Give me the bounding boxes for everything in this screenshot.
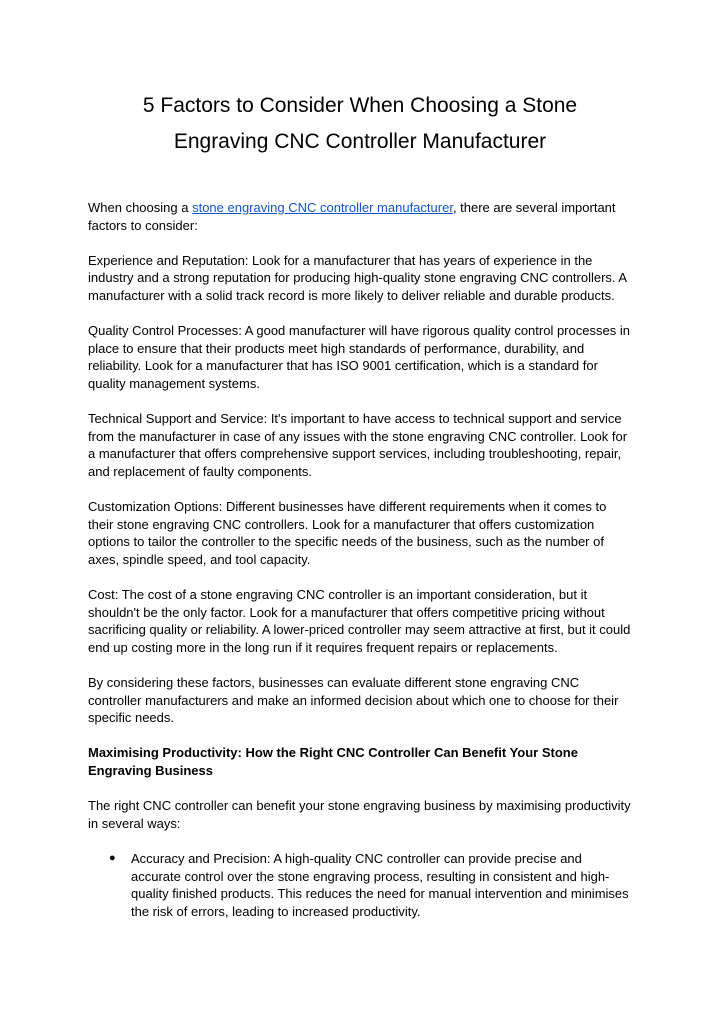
title-line-1: 5 Factors to Consider When Choosing a Stone bbox=[142, 94, 578, 117]
intro-text-after: , there are several important factors to consider: bbox=[88, 200, 616, 233]
section-subheading: Maximising Productivity: How the Right CNC Controller Can Benefit Your Stone Engraving Business bbox=[88, 745, 578, 778]
list-item bbox=[88, 850, 632, 920]
paragraph-cost: Cost: The cost of a stone engraving CNC controller is an important consideration, but it shouldn't be the only factor. Look for a manufacturer that offers competitive pricing without sacrificing quality or reliability. A lower-priced controller may seem attractive at first, but it could end up costing more in the long run if it requires frequent repairs or replacements. bbox=[88, 587, 631, 655]
intro-text-before: When choosing a bbox=[88, 200, 193, 215]
paragraph-experience: Experience and Reputation: Look for a manufacturer that has years of experience in the industry and a strong reputation for producing high-quality stone engraving CNC controllers. A manufacturer with a solid track record is more likely to deliver reliable and durable products. bbox=[88, 252, 627, 303]
paragraph-technical-support: Technical Support and Service: It's important to have access to technical support and service from the manufacturer in case of any issues with the stone engraving CNC controller. Look for a manufacturer that offers comprehensive support services, including troubleshooting, repair, and replacement of faulty components. bbox=[88, 411, 628, 479]
paragraph-quality-control: Quality Control Processes: A good manufacturer will have rigorous quality control processes in place to ensure that their products meet high standards of performance, durability, and reliability. Look for a manufacturer that has ISO 9001 certification, which is a standard for quality management systems. bbox=[88, 323, 630, 391]
document-title bbox=[88, 88, 632, 160]
section-intro-paragraph: The right CNC controller can benefit your stone engraving business by maximising productivity in several ways: bbox=[88, 798, 631, 831]
benefit-list bbox=[88, 850, 632, 920]
intro-paragraph bbox=[88, 199, 632, 234]
paragraph-customization: Customization Options: Different businesses have different requirements when it comes to their stone engraving CNC controllers. Look for a manufacturer that offers customization options to tailor the controller to the specific needs of the business, such as the number of axes, spindle speed, and tool capacity. bbox=[88, 499, 607, 567]
title-line-2: Engraving CNC Controller Manufacturer bbox=[173, 130, 547, 153]
bullet-dot-icon: ● bbox=[109, 851, 116, 864]
paragraph-conclusion: By considering these factors, businesses can evaluate different stone engraving CNC controller manufacturers and make an informed decision about which one to choose for their specific needs. bbox=[88, 675, 619, 726]
manufacturer-link[interactable]: stone engraving CNC controller manufacturer bbox=[192, 200, 453, 215]
list-item-text: Accuracy and Precision: A high-quality CNC controller can provide precise and accurate control over the stone engraving process, resulting in consistent and high-quality finished products. This reduces the need for manual intervention and minimises the risk of errors, leading to increased productivity. bbox=[131, 850, 629, 919]
